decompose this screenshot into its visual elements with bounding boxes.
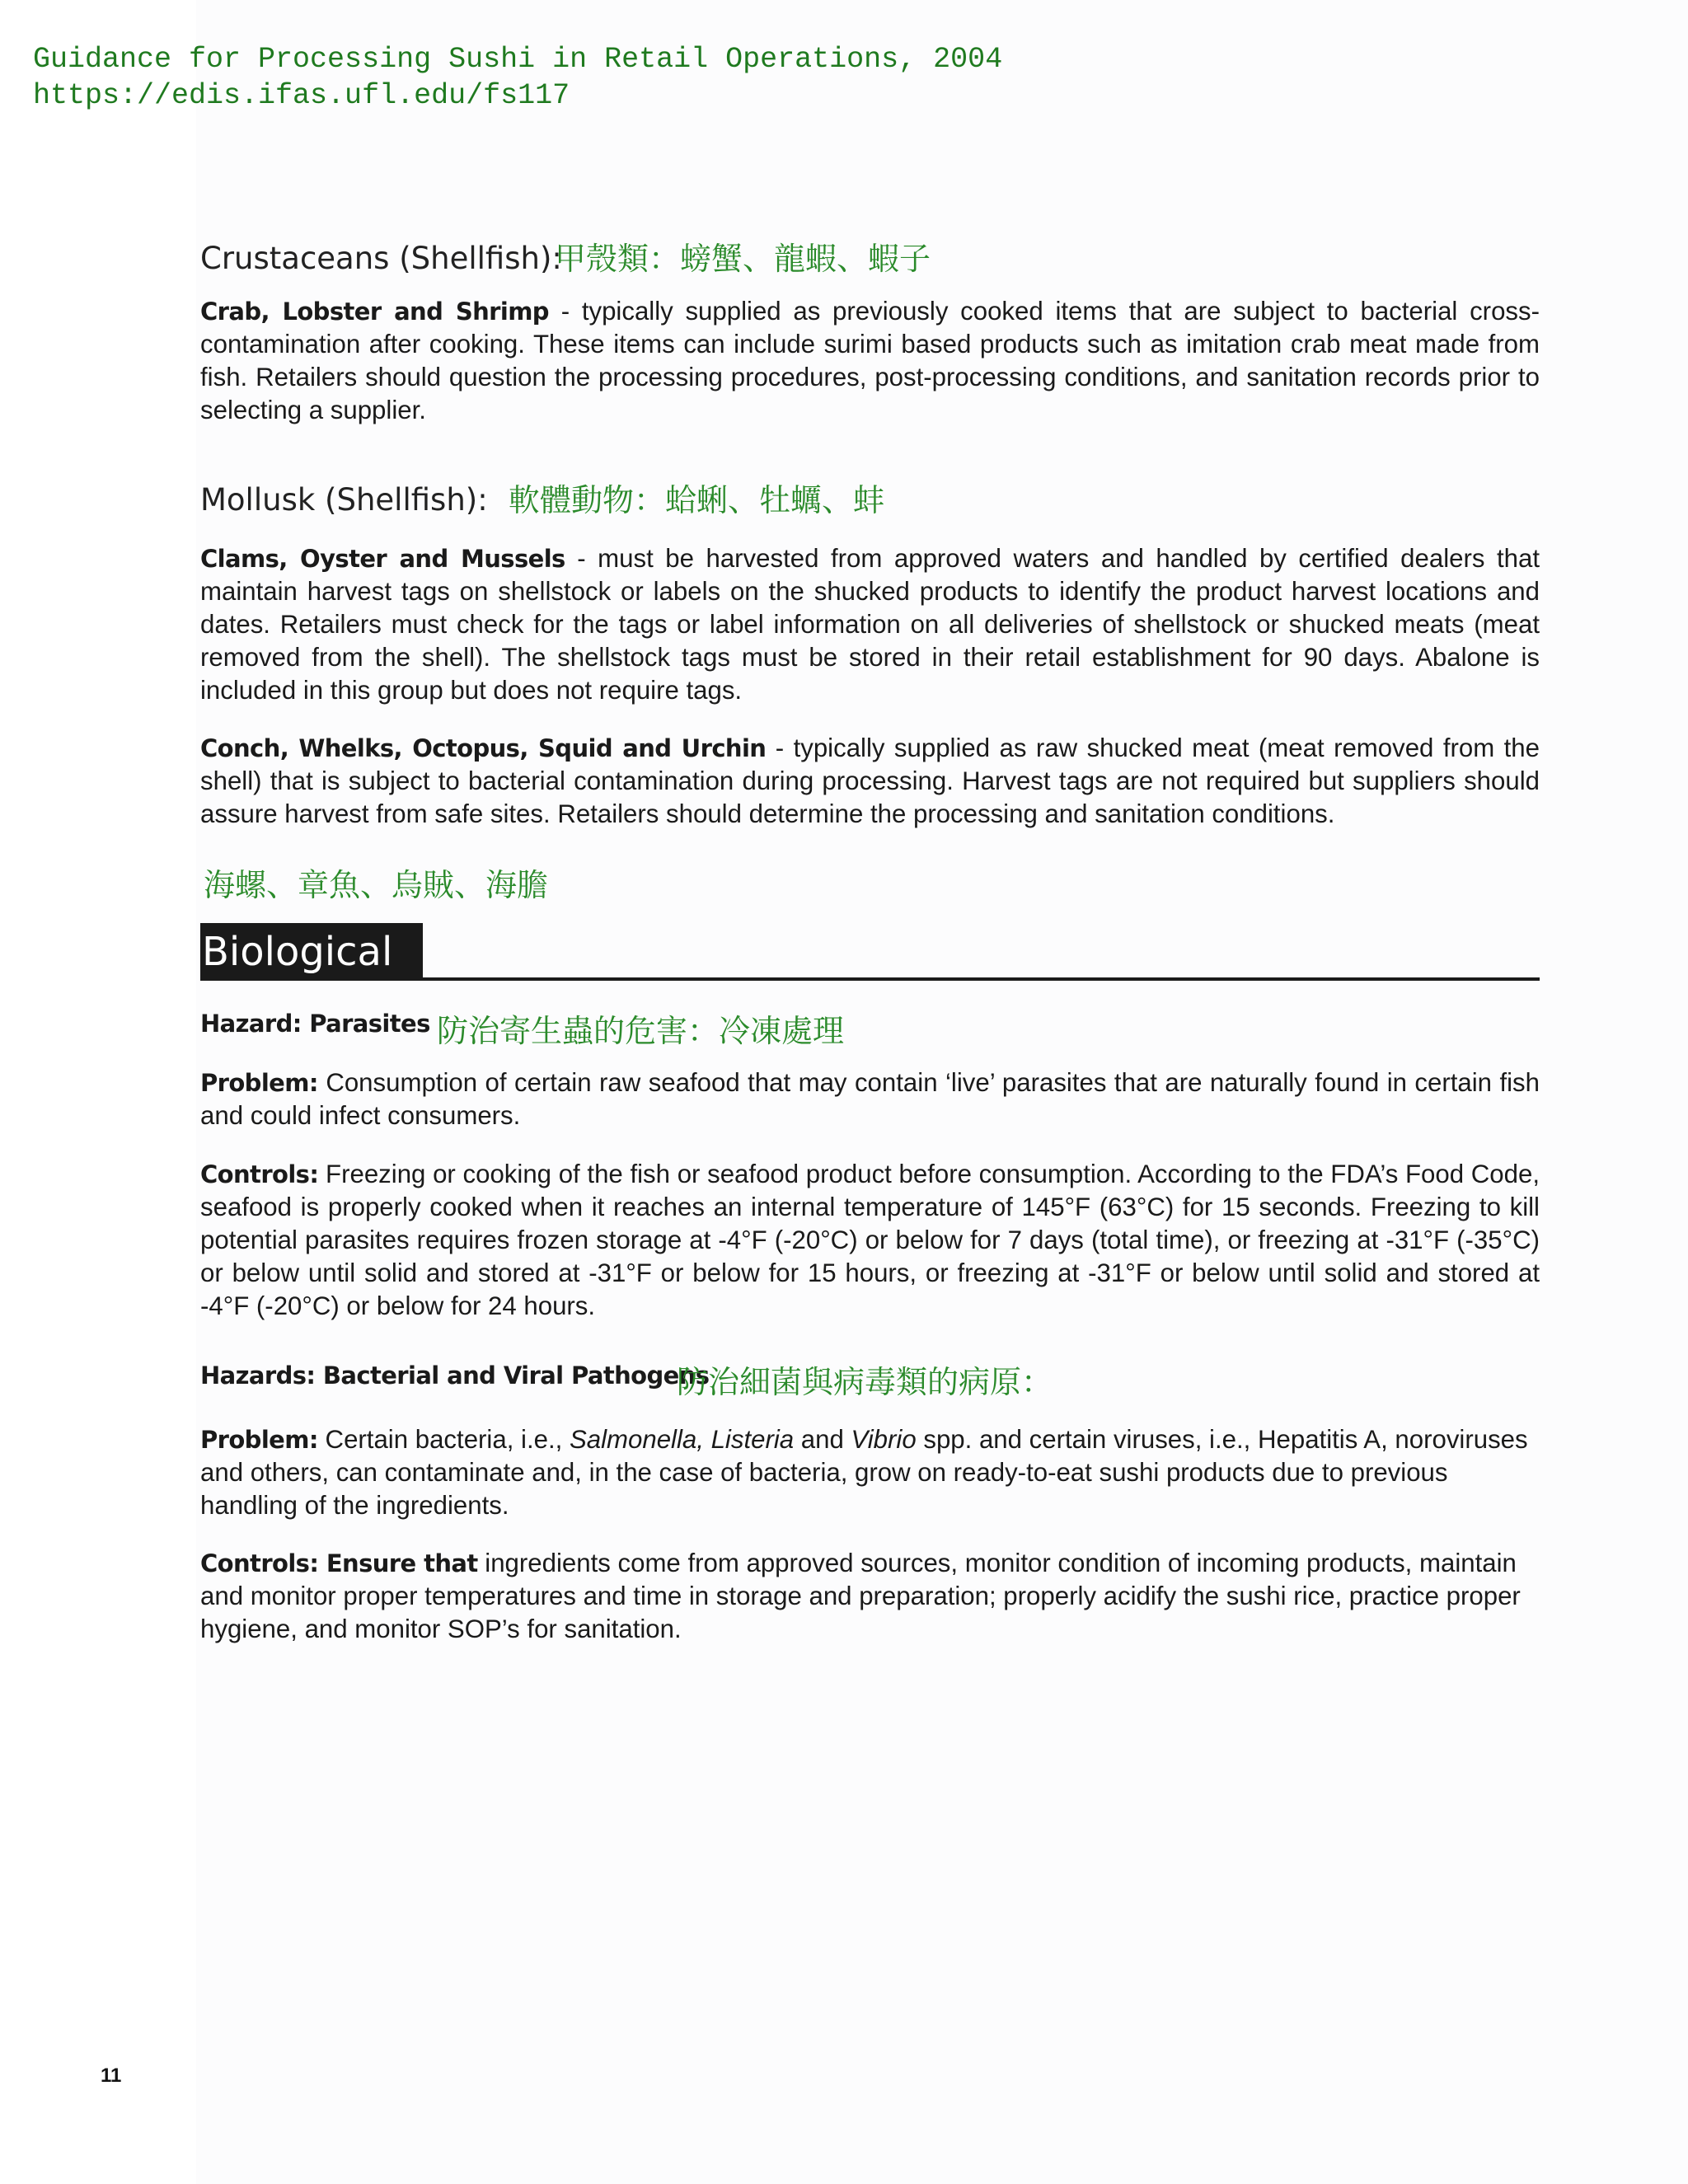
header-url[interactable]: https://edis.ifas.ufl.edu/fs117: [33, 79, 570, 112]
pathogens-problem-label: Problem:: [200, 1426, 318, 1454]
parasites-controls-text: Freezing or cooking of the fish or seafood product before consumption. According to the FDA’s Food Code, seafood is properly cooked when it reaches an internal temperature of 145°F (63°C) for 15 seconds. Freezing to kill potential parasites requires frozen storage at -4°F (-20°C) or below for 7 days (total time), or freezing at -31°F (-35°C) or below until solid and stored at -31°F or below for 15 hours, or freezing at -31°F or below until solid and stored at -4°F (-20°C) or below for 24 hours.: [200, 1160, 1540, 1320]
pathogens-hazard-heading: Hazards: Bacterial and Viral Pathogens: [200, 1361, 710, 1390]
crustaceans-heading: Crustaceans (Shellfish):: [200, 241, 562, 276]
parasites-hazard-heading: Hazard: Parasites: [200, 1010, 430, 1038]
pathogens-controls-text: ingredients come from approved sources, monitor condition of incoming products, maintain and monitor proper temperatures and time in storage and preparation; properly acidify the sushi rice, practice proper hygiene, and monitor SOP’s for sanitation.: [200, 1549, 1521, 1643]
crustaceans-lead: Crab, Lobster and Shrimp: [200, 298, 549, 326]
crustaceans-chinese-note: 甲殼類：螃蟹、龍蝦、蝦子: [555, 241, 931, 277]
pathogens-problem: [200, 1423, 1540, 1522]
pathogens-problem-text-a: Certain bacteria, i.e.,: [317, 1425, 570, 1454]
parasites-controls-label: Controls:: [200, 1160, 319, 1188]
pathogens-problem-text-e: spp. and certain viruses, i.e., Hepatitis A, noroviruses and others, can contaminate and, in the case of bacteria, grow on ready-to-eat sushi products due to previous handling of the ingredients.: [200, 1425, 1528, 1520]
header-title: Guidance for Processing Sushi in Retail Operations, 2004: [33, 43, 1003, 76]
parasites-problem-text: Consumption of certain raw seafood that may contain ‘live’ parasites that are naturally found in certain fish and could infect consumers.: [200, 1068, 1540, 1130]
page-number: 11: [101, 2064, 122, 2087]
parasites-chinese-note: 防治寄生蟲的危害：冷凍處理: [437, 1013, 845, 1049]
mollusk-paragraph-1: [200, 542, 1540, 707]
biological-rule: [423, 977, 1540, 981]
mollusk-lead-1: Clams, Oyster and Mussels: [200, 545, 565, 573]
mollusk-paragraph-2: [200, 732, 1540, 831]
pathogens-problem-vibrio: Vibrio: [851, 1425, 917, 1454]
parasites-problem-label: Problem:: [200, 1069, 318, 1097]
mollusk-heading: Mollusk (Shellfish):: [200, 482, 488, 518]
crustaceans-text: - typically supplied as previously cooked items that are subject to bacterial cross-contamination after cooking. These items can include surimi based products such as imitation crab meat made from fish. Retailers should question the processing procedures, post-processing conditions, and sanitation records prior to selecting a supplier.: [200, 297, 1540, 424]
parasites-controls: [200, 1158, 1540, 1323]
mollusk-chinese-note-2: 海螺、章魚、烏賊、海膽: [204, 867, 549, 903]
pathogens-controls-label: Controls: Ensure that: [200, 1549, 478, 1577]
pathogens-problem-text-c: and: [794, 1425, 851, 1454]
pathogens-chinese-note: 防治細菌與病毒類的病原：: [677, 1364, 1053, 1400]
crustaceans-paragraph: [200, 295, 1540, 427]
mollusk-lead-2: Conch, Whelks, Octopus, Squid and Urchin: [200, 734, 767, 762]
pathogens-problem-organisms: Salmonella, Listeria: [569, 1425, 795, 1454]
document-header: [33, 41, 1002, 114]
mollusk-chinese-note: 軟體動物：蛤蜊、牡蠣、蚌: [509, 482, 885, 518]
biological-title: Biological: [200, 923, 423, 981]
mollusk-text-2: - typically supplied as raw shucked meat (meat removed from the shell) that is subject to bacterial contamination during processing. Harvest tags are not required but suppliers should assure harvest from safe sites. Retailers should determine the processing and sanitation conditions.: [200, 733, 1540, 828]
pathogens-controls: [200, 1547, 1540, 1646]
parasites-problem: [200, 1066, 1540, 1132]
mollusk-text-1: - must be harvested from approved waters and handled by certified dealers that maintain harvest tags on shellstock or labels on the shucked products to identify the product harvest locations and dates. Retailers must check for the tags or label information on all deliveries of shellstock or shucked meats (meat removed from the shell). The shellstock tags must be stored in their retail establishment for 90 days. Abalone is included in this group but does not require tags.: [200, 544, 1540, 705]
